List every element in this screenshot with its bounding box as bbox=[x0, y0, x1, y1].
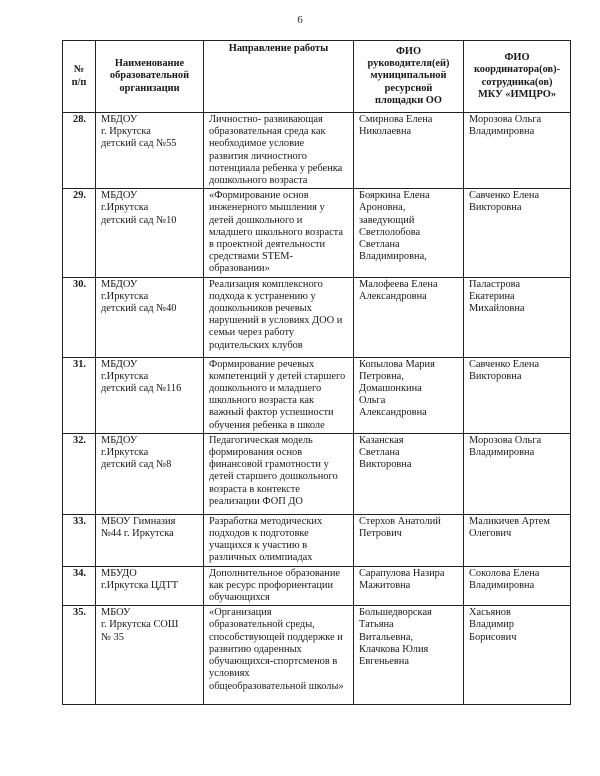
row-num: 29. bbox=[63, 189, 96, 277]
page-number: 6 bbox=[297, 14, 303, 26]
row-direction: Формирование речевых компетенций у детей старшего дошкольного и младшего школьного возраста как важный фактор успешности обучения ребенка в школе bbox=[204, 357, 354, 433]
row-num: 32. bbox=[63, 433, 96, 514]
row-coordinator: Соколова Елена Владимировна bbox=[464, 566, 571, 606]
row-num: 28. bbox=[63, 113, 96, 189]
header-leader: ФИО руководителя(ей) муниципальной ресурсной площадки ОО bbox=[354, 41, 464, 113]
table-row bbox=[63, 606, 571, 705]
row-coordinator: Хасьянов Владимир Борисович bbox=[464, 606, 571, 705]
row-org: МБОУ г. Иркутска СОШ № 35 bbox=[96, 606, 204, 705]
row-num: 31. bbox=[63, 357, 96, 433]
row-org: МБДОУ г.Иркутска детский сад №10 bbox=[96, 189, 204, 277]
row-coordinator: Маликичев Артем Олегович bbox=[464, 514, 571, 566]
row-coordinator: Савченко Елена Викторовна bbox=[464, 189, 571, 277]
row-leader: Копылова Мария Петровна, Домашонкина Ольга Александровна bbox=[354, 357, 464, 433]
table-row bbox=[63, 189, 571, 277]
row-leader: Малофеева Елена Александровна bbox=[354, 277, 464, 357]
table-row bbox=[63, 566, 571, 606]
row-direction: Дополнительное образование как ресурс профориентации обучающихся bbox=[204, 566, 354, 606]
row-coordinator: Савченко Елена Викторовна bbox=[464, 357, 571, 433]
row-org: МБОУ Гимназия №44 г. Иркутска bbox=[96, 514, 204, 566]
row-direction: Личностно- развивающая образовательная среда как необходимое условие развития личностного потенциала ребенка у ребенка дошкольного возраста bbox=[204, 113, 354, 189]
table-row bbox=[63, 514, 571, 566]
row-direction: Реализация комплексного подхода к устранению у дошкольников речевых нарушений в условиях ДОО и семьи через работу родительских клубов bbox=[204, 277, 354, 357]
row-direction: Педагогическая модель формирования основ финансовой грамотности у детей старшего дошкольного возраста в контексте реализации ФОП ДО bbox=[204, 433, 354, 514]
row-leader: Стерхов Анатолий Петрович bbox=[354, 514, 464, 566]
table-row bbox=[63, 277, 571, 357]
row-num: 35. bbox=[63, 606, 96, 705]
table-row bbox=[63, 113, 571, 189]
table-row bbox=[63, 433, 571, 514]
row-org: МБДОУ г.Иркутска детский сад №116 bbox=[96, 357, 204, 433]
row-org: МБДОУ г. Иркутска детский сад №55 bbox=[96, 113, 204, 189]
row-coordinator: Морозова Ольга Владимировна bbox=[464, 113, 571, 189]
row-leader: Сарапулова Назира Мажитовна bbox=[354, 566, 464, 606]
row-leader: Казанская Светлана Викторовна bbox=[354, 433, 464, 514]
header-direction: Направление работы bbox=[204, 41, 354, 113]
row-num: 34. bbox=[63, 566, 96, 606]
row-coordinator: Паластрова Екатерина Михайловна bbox=[464, 277, 571, 357]
header-num: № п/п bbox=[63, 41, 96, 113]
row-org: МБДОУ г.Иркутска детский сад №40 bbox=[96, 277, 204, 357]
row-org: МБУДО г.Иркутска ЦДТТ bbox=[96, 566, 204, 606]
row-org: МБДОУ г.Иркутска детский сад №8 bbox=[96, 433, 204, 514]
table-header-row bbox=[63, 41, 571, 113]
resource-sites-table bbox=[62, 40, 571, 705]
header-coordinator: ФИО координатора(ов)- сотрудника(ов) МКУ «ИМЦРО» bbox=[464, 41, 571, 113]
row-num: 33. bbox=[63, 514, 96, 566]
row-direction: Разработка методических подходов к подготовке учащихся к участию в различных олимпиадах bbox=[204, 514, 354, 566]
row-leader: Смирнова Елена Николаевна bbox=[354, 113, 464, 189]
row-direction: «Формирование основ инженерного мышления у детей дошкольного и младшего школьного возраста в проектной деятельности средствами STEM- образовании» bbox=[204, 189, 354, 277]
table-row bbox=[63, 357, 571, 433]
row-leader: Бояркина Елена Ароновна, заведующий Светлолобова Светлана Владимировна, bbox=[354, 189, 464, 277]
header-org: Наименование образовательной организации bbox=[96, 41, 204, 113]
row-leader: Большедворская Татьяна Витальевна, Клачкова Юлия Евгеньевна bbox=[354, 606, 464, 705]
row-coordinator: Морозова Ольга Владимировна bbox=[464, 433, 571, 514]
row-num: 30. bbox=[63, 277, 96, 357]
row-direction: «Организация образовательной среды, способствующей поддержке и развитию одаренных обучающихся-спортсменов в условиях общеобразовательной школы» bbox=[204, 606, 354, 705]
